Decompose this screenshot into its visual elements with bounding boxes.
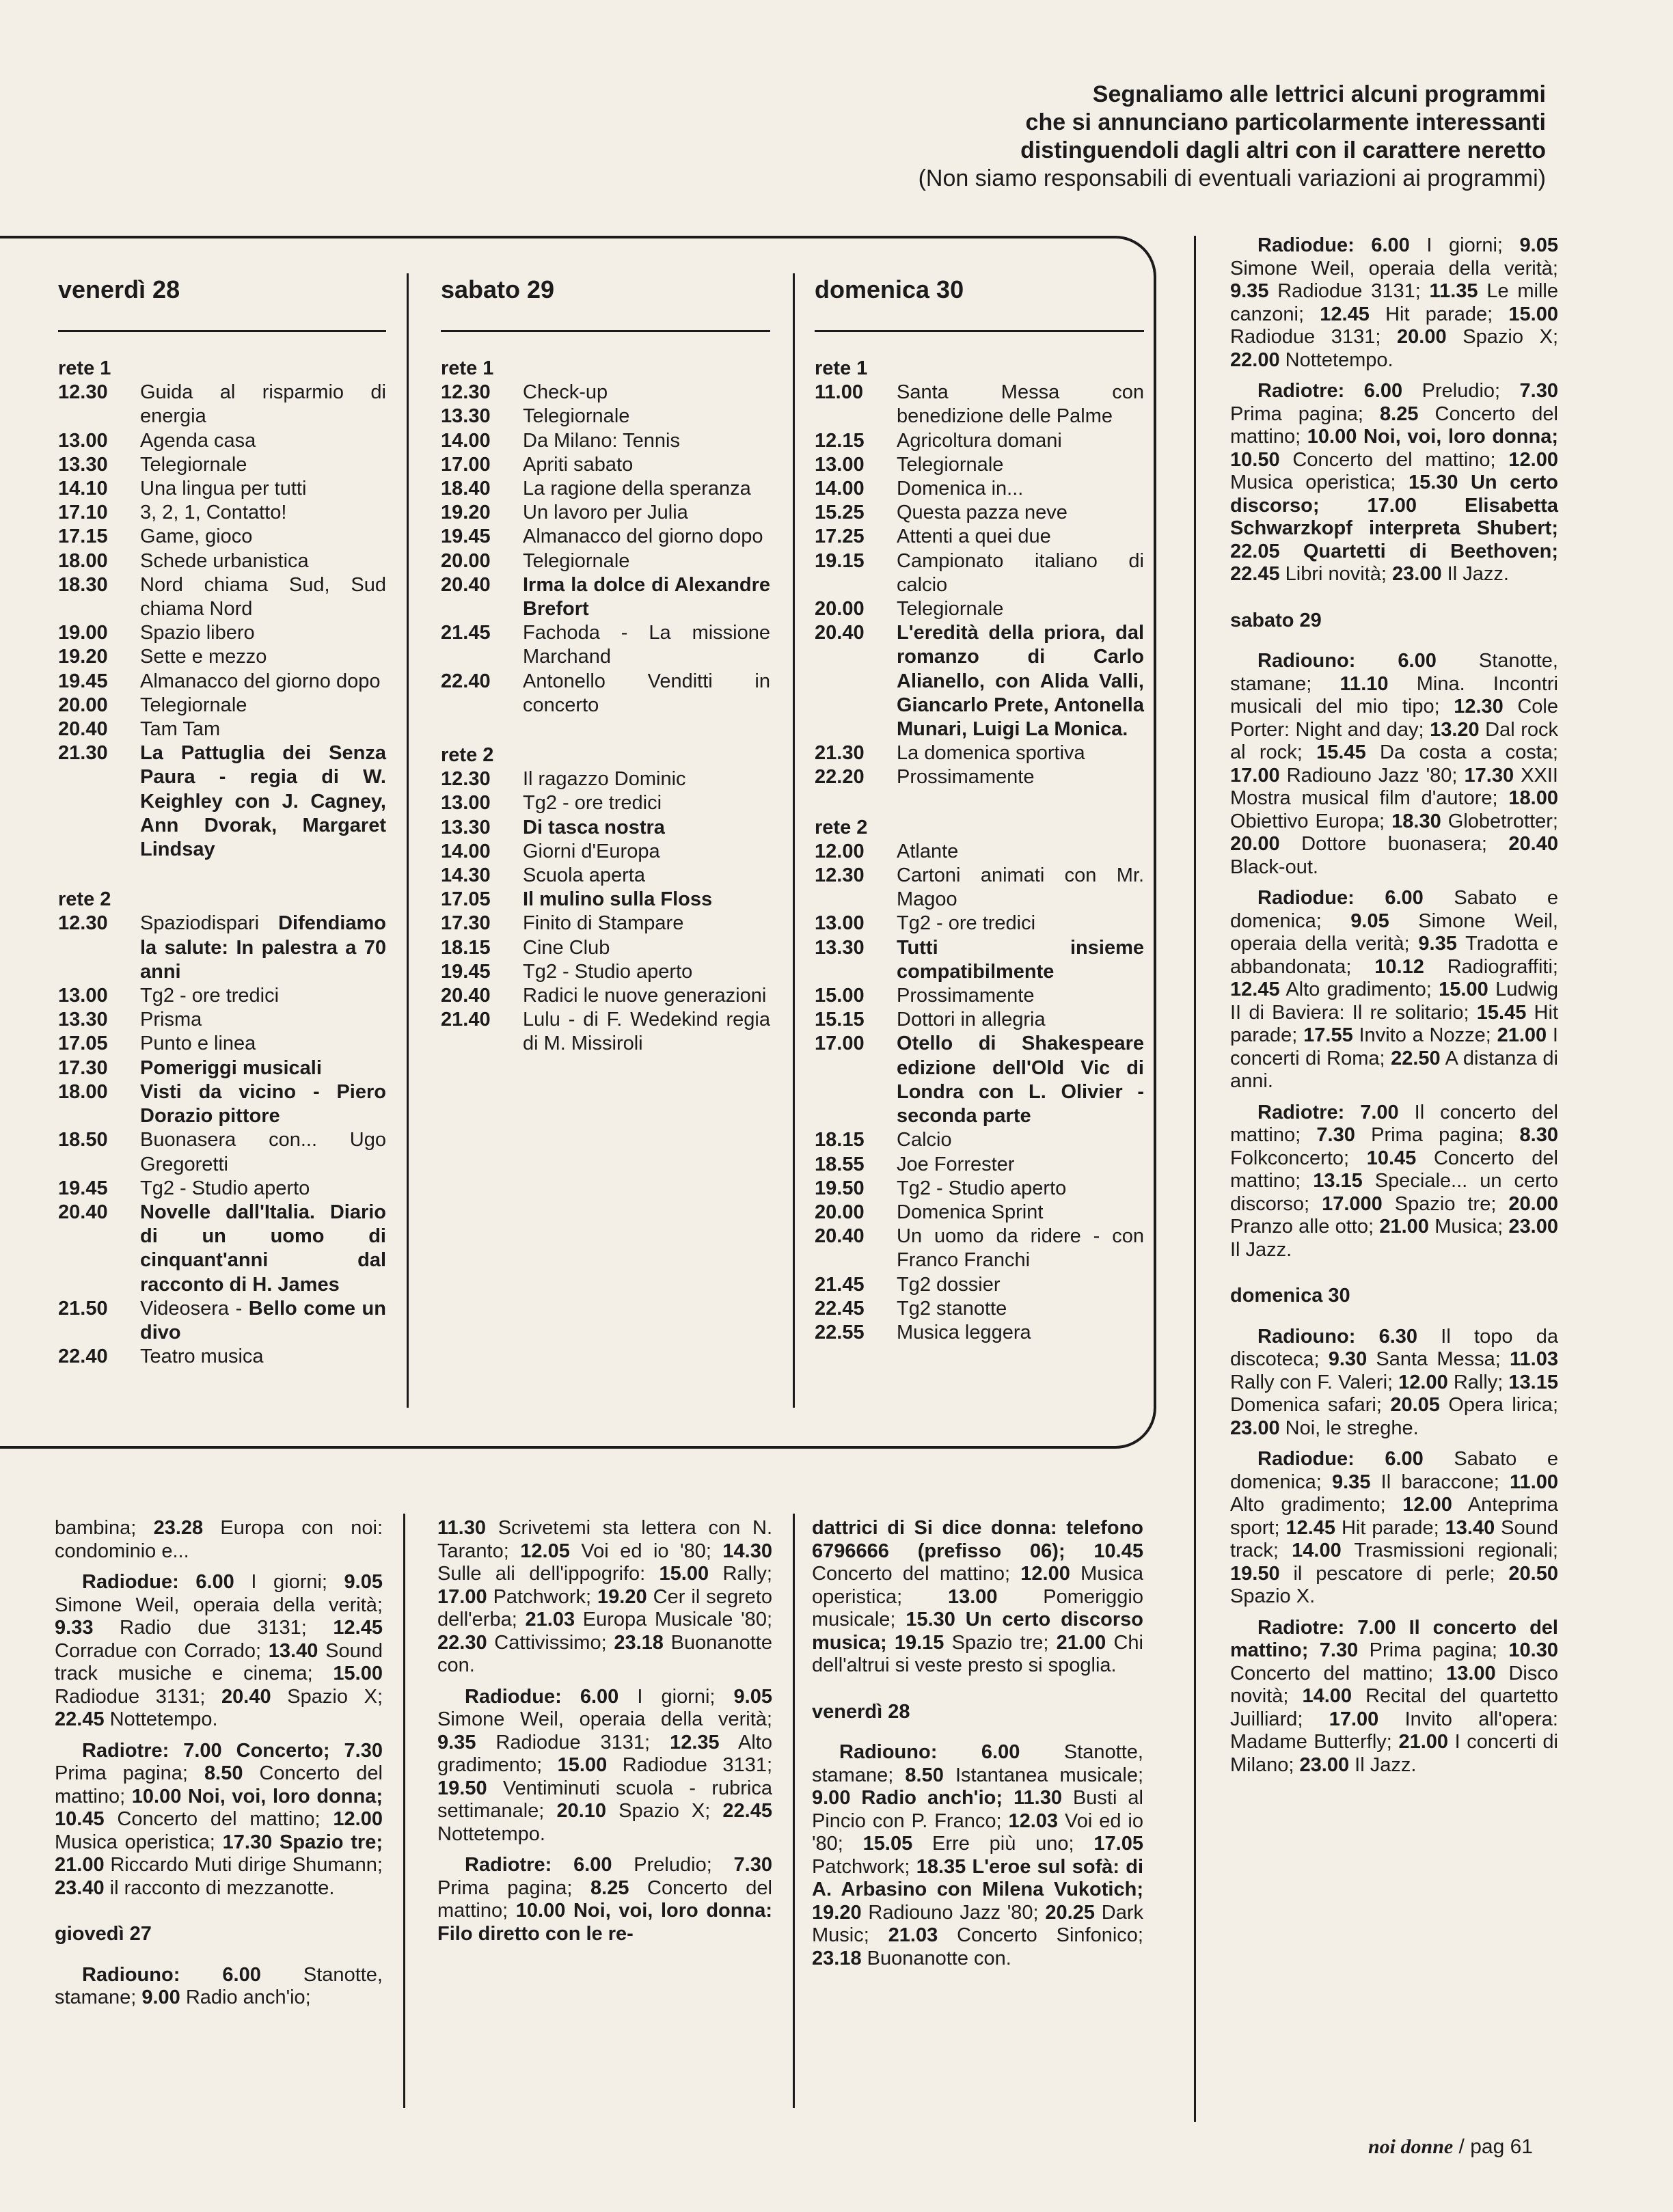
program-row	[815, 1201, 1144, 1225]
program-time: 20.00	[815, 1201, 865, 1223]
program-time: 12.15	[815, 429, 865, 452]
program-row	[58, 645, 386, 669]
program-title: Tg2 - ore tredici	[523, 792, 662, 815]
program-row	[441, 429, 770, 453]
program-title: Spaziodispari Difendiamo la salute: In palestra a 70 anni	[140, 912, 386, 983]
program-time: 18.50	[58, 1129, 108, 1151]
program-row	[815, 936, 1144, 984]
radio-listing: Radiotre: 7.00 Concerto; 7.30 Prima pagina; 8.50 Concerto del mattino; 10.00 Noi, voi, loro donna; 10.45 Concerto del mattino; 12.00 Musica operistica; 17.30 Spazio tre; 21.00 Riccardo Muti dirige Shumann; 23.40 il racconto di mezzanotte.	[55, 1739, 383, 1899]
program-row	[441, 791, 770, 815]
program-title: Tg2 - Studio aperto	[897, 1177, 1067, 1199]
program-title: La ragione della speranza	[523, 478, 751, 500]
program-time: 12.30	[58, 381, 108, 404]
program-title: Agenda casa	[140, 429, 256, 452]
program-time: 18.15	[815, 1129, 865, 1151]
program-time: 18.15	[441, 936, 491, 959]
program-time: 20.40	[815, 622, 865, 644]
radio-listing: Radiodue: 6.00 Sabato e domenica; 9.05 Simone Weil, operaia della verità; 9.35 Tradotta e abbandonata; 10.12 Radiograffiti; 12.45 Alto gradimento; 15.00 Ludwig II di Baviera: Il re solitario; 15.45 Hit parade; 17.55 Invito a Nozze; 21.00 I concerti di Roma; 22.50 A distanza di anni.	[1230, 887, 1559, 1092]
program-row	[58, 501, 386, 525]
program-time: 19.20	[441, 502, 491, 524]
day-heading: sabato 29	[441, 275, 555, 303]
program-title: Calcio	[897, 1129, 952, 1151]
program-title: L'eredità della priora, dal romanzo di Carlo Alianello, con Alida Valli, Giancarlo Prete, Antonella Munari, Luigi La Monica.	[897, 622, 1144, 741]
program-time: 12.30	[58, 912, 108, 935]
program-title: Almanacco del giorno dopo	[523, 525, 763, 548]
program-title: La Pattuglia dei Senza Paura - regia di W. Keighley con J. Cagney, Ann Dvorak, Margaret Lindsay	[140, 742, 386, 861]
program-title: Novelle dall'Italia. Diario di un uomo di cinquant'anni dal racconto di H. James	[140, 1201, 386, 1296]
program-title: Da Milano: Tennis	[523, 429, 680, 452]
program-title: Telegiornale	[897, 598, 1004, 620]
program-time: 13.30	[815, 936, 865, 959]
program-title: Spazio libero	[140, 622, 255, 644]
column-divider	[1194, 236, 1196, 2122]
program-row	[441, 477, 770, 501]
radio-column-1	[55, 1517, 383, 2018]
program-title: Telegiornale	[523, 549, 630, 572]
program-time: 13.00	[441, 792, 491, 815]
divider	[58, 330, 386, 332]
program-time: 17.30	[58, 1056, 108, 1079]
column-divider	[793, 1514, 795, 2108]
program-time: 12.30	[815, 864, 865, 887]
program-row	[58, 1297, 386, 1345]
program-title: Cartoni animati con Mr. Magoo	[897, 864, 1144, 911]
program-title: Antonello Venditti in concerto	[523, 670, 770, 716]
program-time: 17.00	[815, 1033, 865, 1055]
program-time: 12.30	[441, 768, 491, 791]
footer-separator: /	[1458, 2135, 1465, 2158]
tv-day-domenica	[815, 270, 1144, 1345]
radio-day-heading: giovedì 27	[55, 1923, 152, 1945]
program-row	[441, 453, 770, 477]
program-row	[58, 1008, 386, 1032]
radio-listing: Radiodue: 6.00 I giorni; 9.05 Simone Weil, operaia della verità; 9.33 Radio due 3131; 12.45 Corradue con Corrado; 13.40 Sound track musiche e cinema; 15.00 Radiodue 3131; 20.40 Spazio X; 22.45 Nottetempo.	[55, 1571, 383, 1730]
radio-day-heading: venerdì 28	[812, 1700, 910, 1723]
program-title: Tutti insieme compatibilmente	[897, 936, 1144, 983]
program-time: 20.40	[58, 718, 108, 741]
program-row	[58, 694, 386, 718]
program-row	[441, 501, 770, 525]
column-divider	[403, 1514, 405, 2108]
program-row	[815, 1177, 1144, 1201]
program-title: Punto e linea	[140, 1033, 256, 1055]
program-time: 17.15	[58, 525, 108, 548]
program-row	[58, 718, 386, 741]
program-time: 22.40	[58, 1346, 108, 1368]
program-time: 13.30	[58, 1009, 108, 1031]
network-label: rete 2	[441, 744, 494, 767]
program-row	[441, 621, 770, 669]
program-title: Tg2 - ore tredici	[897, 912, 1036, 935]
program-time: 14.30	[441, 864, 491, 887]
program-row	[58, 984, 386, 1008]
intro-line-2: che si annunciano particolarmente interessanti	[1025, 109, 1546, 135]
program-title: Videosera - Bello come un divo	[140, 1297, 386, 1343]
program-row	[441, 381, 770, 405]
program-time: 21.30	[815, 742, 865, 765]
program-row	[815, 741, 1144, 765]
program-row	[441, 840, 770, 864]
program-time: 19.20	[58, 646, 108, 668]
program-time: 13.30	[441, 816, 491, 838]
radio-listing: Radiodue: 6.00 Sabato e domenica; 9.35 Il baraccone; 11.00 Alto gradimento; 12.00 Anteprima sport; 12.45 Hit parade; 13.40 Sound track; 14.00 Trasmissioni regionali; 19.50 il pescatore di perle; 20.50 Spazio X.	[1230, 1448, 1559, 1607]
intro-disclaimer: (Non siamo responsabili di eventuali variazioni ai programmi)	[918, 165, 1546, 191]
program-row	[815, 984, 1144, 1008]
program-title: Joe Forrester	[897, 1153, 1015, 1175]
day-heading: venerdì 28	[58, 275, 180, 303]
program-row	[815, 381, 1144, 428]
program-row	[815, 501, 1144, 525]
radio-listing: Radiotre: 6.00 Preludio; 7.30 Prima pagina; 8.25 Concerto del mattino; 10.00 Noi, voi, loro donna; 10.50 Concerto del mattino; 12.00 Musica operistica; 15.30 Un certo discorso; 17.00 Elisabetta Schwarzkopf interpreta Shubert; 22.05 Quartetti di Beethoven; 22.45 Libri novità; 23.00 Il Jazz.	[1230, 380, 1558, 585]
network-label: rete 1	[441, 357, 494, 379]
program-title: Atlante	[897, 840, 959, 862]
column-divider	[793, 273, 795, 1408]
program-time: 17.25	[815, 525, 865, 548]
program-time: 20.00	[441, 549, 491, 572]
program-time: 20.40	[441, 573, 491, 596]
program-title: Prossimamente	[897, 766, 1035, 789]
program-row	[58, 477, 386, 501]
program-highlight: Bello come un divo	[140, 1297, 386, 1343]
program-title: Lulu - di F. Wedekind regia di M. Missiroli	[523, 1009, 770, 1055]
program-row	[58, 1201, 386, 1297]
program-title: Musica leggera	[897, 1321, 1031, 1343]
program-title: Tg2 - ore tredici	[140, 985, 280, 1007]
program-time: 22.40	[441, 670, 491, 692]
program-title: Telegiornale	[523, 405, 630, 428]
program-title: La domenica sportiva	[897, 742, 1085, 765]
program-time: 19.50	[815, 1177, 865, 1199]
program-row	[58, 912, 386, 984]
program-row	[58, 1345, 386, 1369]
page-number: pag 61	[1470, 2135, 1533, 2158]
program-row	[815, 549, 1144, 597]
program-time: 15.25	[815, 502, 865, 524]
program-title: Otello di Shakespeare edizione dell'Old Vic di Londra con L. Olivier - seconda parte	[897, 1033, 1144, 1128]
program-title: Telegiornale	[140, 453, 247, 476]
program-row	[815, 621, 1144, 741]
program-row	[58, 573, 386, 621]
program-time: 12.00	[815, 840, 865, 862]
program-title: Attenti a quei due	[897, 525, 1051, 548]
program-row	[815, 864, 1144, 912]
program-time: 13.00	[815, 453, 865, 476]
program-title: Almanacco del giorno dopo	[140, 670, 381, 692]
program-title: Di tasca nostra	[523, 816, 665, 838]
radio-column-3	[812, 1517, 1143, 1978]
program-row	[815, 453, 1144, 477]
radio-listing: Radiouno: 6.00 Stanotte, stamane; 9.00 Radio anch'io;	[55, 1963, 383, 2008]
radio-listing: bambina; 23.28 Europa con noi: condominio e...	[55, 1517, 383, 1562]
program-time: 19.45	[441, 960, 491, 983]
program-row	[58, 1080, 386, 1128]
program-title: Tg2 - Studio aperto	[140, 1177, 310, 1199]
program-time: 21.45	[441, 622, 491, 644]
radio-listing: Radiodue: 6.00 I giorni; 9.05 Simone Weil, operaia della verità; 9.35 Radiodue 3131; 11.35 Le mille canzoni; 12.45 Hit parade; 15.00 Radiodue 3131; 20.00 Spazio X; 22.00 Nottetempo.	[1230, 234, 1559, 371]
radio-listing: Radiodue: 6.00 I giorni; 9.05 Simone Weil, operaia della verità; 9.35 Radiodue 3131; 12.35 Alto gradimento; 15.00 Radiodue 3131; 19.50 Ventiminuti scuola - rubrica settimanale; 20.10 Spazio X; 22.45 Nottetempo.	[437, 1685, 773, 1845]
program-row	[441, 767, 770, 791]
radio-column-2	[437, 1517, 772, 1954]
radio-listing: Radiotre: 7.00 Il concerto del mattino; 7.30 Prima pagina; 10.30 Concerto del mattino; 13.00 Disco novità; 14.00 Recital del quartetto Juilliard; 17.00 Invito all'opera: Madame Butterfly; 21.00 I concerti di Milano; 23.00 Il Jazz.	[1230, 1616, 1558, 1776]
program-row	[815, 477, 1144, 501]
radio-listing: Radiouno: 6.30 Il topo da discoteca; 9.30 Santa Messa; 11.03 Rally con F. Valeri; 12.00 Rally; 13.15 Domenica safari; 20.05 Opera lirica; 23.00 Noi, le streghe.	[1230, 1325, 1559, 1439]
program-row	[58, 1128, 386, 1176]
page-footer	[1368, 2135, 1533, 2159]
program-row	[441, 525, 770, 549]
program-title: Nord chiama Sud, Sud chiama Nord	[140, 573, 386, 620]
program-row	[815, 1273, 1144, 1297]
program-row	[815, 1225, 1144, 1272]
program-time: 17.00	[441, 453, 491, 476]
program-row	[815, 840, 1144, 864]
program-row	[815, 1008, 1144, 1032]
program-title: Finito di Stampare	[523, 912, 684, 935]
program-time: 13.00	[815, 912, 865, 935]
intro-note	[919, 81, 1546, 193]
program-title: Cine Club	[523, 936, 610, 959]
day-heading: domenica 30	[815, 275, 964, 303]
program-title: Scuola aperta	[523, 864, 645, 887]
radio-right-column	[1230, 234, 1558, 1785]
program-time: 19.00	[58, 622, 108, 644]
program-row	[58, 381, 386, 428]
program-title: Dottori in allegria	[897, 1009, 1046, 1031]
program-row	[441, 888, 770, 912]
program-time: 22.45	[815, 1297, 865, 1320]
program-time: 20.00	[58, 694, 108, 716]
program-row	[815, 1153, 1144, 1177]
program-row	[58, 525, 386, 549]
program-title: Un lavoro per Julia	[523, 502, 688, 524]
program-title: Tg2 stanotte	[897, 1297, 1007, 1320]
program-row	[441, 912, 770, 936]
program-title: Il ragazzo Dominic	[523, 768, 686, 791]
program-row	[58, 549, 386, 573]
divider	[815, 330, 1144, 332]
program-time: 21.45	[815, 1273, 865, 1296]
program-time: 21.40	[441, 1009, 491, 1031]
program-title: Prisma	[140, 1009, 202, 1031]
radio-listing: 11.30 Scrivetemi sta lettera con N. Taranto; 12.05 Voi ed io '80; 14.30 Sulle ali dell'ippogrifo: 15.00 Rally; 17.00 Patchwork; 19.20 Cer il segreto dell'erba; 21.03 Europa Musicale '80; 22.30 Cattivissimo; 23.18 Buonanotte con.	[437, 1517, 772, 1676]
program-row	[815, 1321, 1144, 1345]
program-title: Campionato italiano di calcio	[897, 549, 1144, 596]
program-row	[815, 1297, 1144, 1321]
program-title: Sette e mezzo	[140, 646, 267, 668]
radio-day-heading: sabato 29	[1230, 609, 1322, 631]
program-title: Visti da vicino - Piero Dorazio pittore	[140, 1080, 386, 1128]
program-time: 13.00	[58, 985, 108, 1007]
program-title: Tam Tam	[140, 718, 221, 741]
program-time: 21.50	[58, 1297, 108, 1320]
program-title: Il mulino sulla Floss	[523, 888, 713, 911]
program-time: 14.10	[58, 478, 108, 500]
program-row	[815, 912, 1144, 936]
radio-listing: dattrici di Si dice donna: telefono 6796666 (prefisso 06); 10.45 Concerto del mattino; 12.00 Musica operistica; 13.00 Pomeriggio musicale; 15.30 Un certo discorso musica; 19.15 Spazio tre; 21.00 Chi dell'altrui si veste presto si spoglia.	[812, 1517, 1143, 1676]
radio-listing: Radiotre: 6.00 Preludio; 7.30 Prima pagina; 8.25 Concerto del mattino; 10.00 Noi, voi, loro donna: Filo diretto con le re-	[437, 1854, 772, 1945]
divider	[441, 330, 770, 332]
program-title: Telegiornale	[897, 453, 1004, 476]
program-row	[441, 960, 770, 984]
program-time: 20.40	[441, 985, 491, 1007]
program-row	[58, 453, 386, 477]
program-title: Guida al risparmio di energia	[140, 381, 386, 428]
program-row	[58, 1056, 386, 1080]
program-row	[815, 597, 1144, 621]
program-row	[815, 525, 1144, 549]
program-row	[441, 549, 770, 573]
radio-listing: Radiouno: 6.00 Stanotte, stamane; 11.10 Mina. Incontri musicali del mio tipo; 12.30 Cole Porter: Night and day; 13.20 Dal rock al rock; 15.45 Da costa a costa; 17.00 Radiouno Jazz '80; 17.30 XXII Mostra musical film d'autore; 18.00 Obiettivo Europa; 18.30 Globetrotter; 20.00 Dottore buonasera; 20.40 Black-out.	[1230, 650, 1559, 878]
program-time: 19.15	[815, 549, 865, 572]
program-row	[441, 936, 770, 960]
program-title: Una lingua per tutti	[140, 478, 307, 500]
program-time: 17.05	[58, 1033, 108, 1055]
program-row	[58, 429, 386, 453]
program-time: 22.55	[815, 1321, 865, 1343]
program-title: Questa pazza neve	[897, 502, 1067, 524]
network-label: rete 2	[58, 888, 111, 911]
network-label: rete 2	[815, 816, 868, 838]
program-time: 18.00	[58, 549, 108, 572]
program-title: Apriti sabato	[523, 453, 634, 476]
program-time: 20.40	[58, 1201, 108, 1223]
magazine-name: noi donne	[1368, 2135, 1454, 2158]
program-row	[441, 1008, 770, 1056]
program-time: 14.00	[815, 478, 865, 500]
program-time: 20.40	[815, 1225, 865, 1248]
program-title: Santa Messa con benedizione delle Palme	[897, 381, 1144, 428]
program-time: 17.30	[441, 912, 491, 935]
program-time: 18.55	[815, 1153, 865, 1175]
program-time: 15.00	[815, 985, 865, 1007]
program-title: Telegiornale	[140, 694, 247, 716]
program-title: Prossimamente	[897, 985, 1035, 1007]
program-time: 13.30	[58, 453, 108, 476]
program-time: 11.00	[815, 381, 863, 404]
program-time: 14.00	[441, 429, 491, 452]
program-title: Pomeriggi musicali	[140, 1056, 322, 1079]
program-title: Teatro musica	[140, 1346, 264, 1368]
network-label: rete 1	[815, 357, 868, 379]
network-label: rete 1	[58, 357, 111, 379]
program-time: 19.45	[58, 1177, 108, 1199]
program-time: 13.00	[58, 429, 108, 452]
program-title: Irma la dolce di Alexandre Brefort	[523, 573, 770, 620]
program-title: Tg2 dossier	[897, 1273, 1001, 1296]
program-row	[815, 765, 1144, 789]
program-time: 22.20	[815, 766, 865, 789]
program-title: Game, gioco	[140, 525, 253, 548]
program-time: 20.00	[815, 598, 865, 620]
tv-day-venerdi	[58, 270, 386, 1369]
program-time: 18.00	[58, 1080, 108, 1103]
program-time: 21.30	[58, 742, 108, 765]
program-time: 17.10	[58, 502, 108, 524]
program-row	[815, 429, 1144, 453]
program-title: Un uomo da ridere - con Franco Franchi	[897, 1225, 1144, 1272]
program-highlight: Difendiamo la salute: In palestra a 70 anni	[140, 912, 386, 983]
program-row	[815, 1032, 1144, 1128]
program-title: Check-up	[523, 381, 608, 404]
program-title: 3, 2, 1, Contatto!	[140, 502, 287, 524]
program-title: Radici le nuove generazioni	[523, 985, 767, 1007]
program-title: Schede urbanistica	[140, 549, 309, 572]
intro-line-3: distinguendoli dagli altri con il carattere neretto	[1020, 137, 1546, 163]
program-row	[58, 670, 386, 694]
column-divider	[407, 273, 409, 1408]
tv-day-sabato	[441, 270, 770, 1056]
program-row	[441, 670, 770, 718]
program-row	[441, 984, 770, 1008]
program-time: 14.00	[441, 840, 491, 862]
program-title: Agricoltura domani	[897, 429, 1062, 452]
program-row	[58, 1177, 386, 1201]
program-title: Buonasera con... Ugo Gregoretti	[140, 1129, 386, 1175]
program-time: 17.05	[441, 888, 491, 911]
program-title: Giorni d'Europa	[523, 840, 660, 862]
intro-line-1: Segnaliamo alle lettrici alcuni programmi	[1092, 81, 1546, 107]
program-title: Domenica Sprint	[897, 1201, 1044, 1223]
program-row	[441, 405, 770, 428]
program-time: 19.45	[58, 670, 108, 692]
radio-listing: Radiouno: 6.00 Stanotte, stamane; 8.50 Istantanea musicale; 9.00 Radio anch'io; 11.30 Busti al Pincio con P. Franco; 12.03 Voi ed io '80; 15.05 Erre più uno; 17.05 Patchwork; 18.35 L'eroe sul sofà: di A. Arbasino con Milena Vukotich; 19.20 Radiouno Jazz '80; 20.25 Dark Music; 21.03 Concerto Sinfonico; 23.18 Buonanotte con.	[812, 1741, 1144, 1969]
program-row	[58, 741, 386, 862]
program-row	[441, 573, 770, 621]
program-time: 19.45	[441, 525, 491, 548]
program-row	[58, 1032, 386, 1056]
program-row	[815, 1128, 1144, 1152]
program-time: 13.30	[441, 405, 491, 428]
program-row	[441, 816, 770, 840]
radio-listing: Radiotre: 7.00 Il concerto del mattino; 7.30 Prima pagina; 8.30 Folkconcerto; 10.45 Concerto del mattino; 13.15 Speciale... un certo discorso; 17.000 Spazio tre; 20.00 Pranzo alle otto; 21.00 Musica; 23.00 Il Jazz.	[1230, 1101, 1558, 1261]
program-time: 15.15	[815, 1009, 865, 1031]
program-title: Tg2 - Studio aperto	[523, 960, 693, 983]
radio-day-heading: domenica 30	[1230, 1285, 1350, 1307]
program-title: Fachoda - La missione Marchand	[523, 622, 770, 668]
program-row	[58, 621, 386, 645]
program-time: 18.40	[441, 478, 491, 500]
program-row	[441, 864, 770, 888]
program-time: 12.30	[441, 381, 491, 404]
program-title: Domenica in...	[897, 478, 1024, 500]
program-time: 18.30	[58, 573, 108, 596]
